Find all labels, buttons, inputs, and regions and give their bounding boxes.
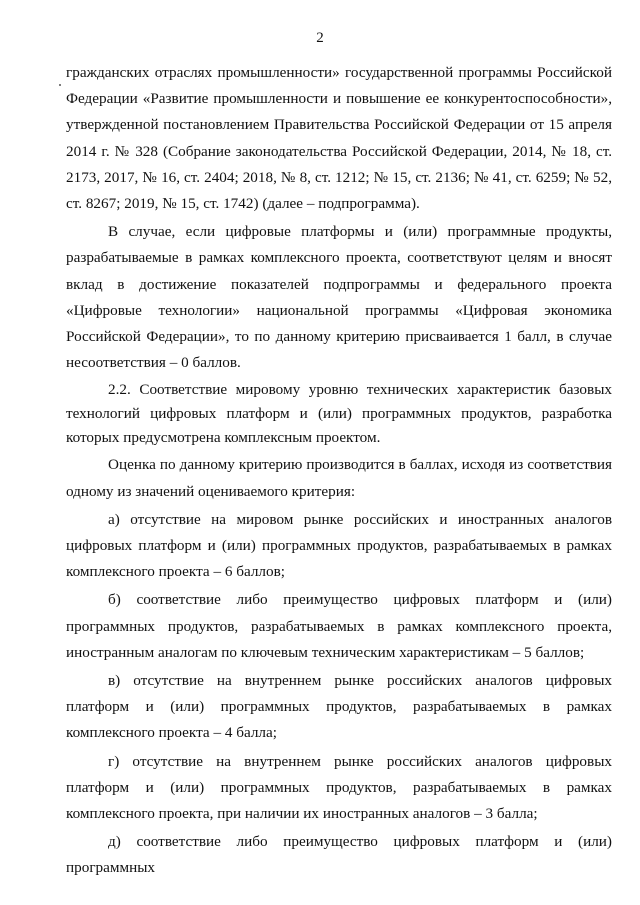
paragraph-criterion-compliance: В случае, если цифровые платформы и (или) программные продукты, разрабатываемые в рамках комплексного проекта, соответствуют целям и вносят вклад в достижение показателей подпрограммы и федерального проекта «Цифровые технологии» национальной программы «Цифровая экономика Российской Федерации», то по данному критерию присваивается 1 балл, в случае несоответствия – 0 баллов. <box>66 223 612 372</box>
document-body <box>66 60 612 882</box>
paragraph-continuation: гражданских отраслях промышленности» государственной программы Российской Федерации «Развитие промышленности и повышение ее конкурентоспособности», утвержденной постановлением Правительства Российской Федерации от 15 апреля 2014 г. № 328 (Собрание законодательства Российской Федерации, 2014, № 18, ст. 2173, 2017, № 16, ст. 2404; 2018, № 8, ст. 1212; № 15, ст. 2136; № 41, ст. 6259; № 52, ст. 8267; 2019, № 15, ст. 1742) (далее – подпрограмма). <box>66 64 612 213</box>
list-item-g: г) отсутствие на внутреннем рынке российских аналогов цифровых платформ и (или) программных продуктов, разрабатываемых в рамках комплексного проекта, при наличии их иностранных аналогов – 3 балла; <box>66 752 612 823</box>
paragraph-scoring-intro: Оценка по данному критерию производится в баллах, исходя из соответствия одному из значений оцениваемого критерия: <box>66 456 612 500</box>
list-item-a: а) отсутствие на мировом рынке российских и иностранных аналогов цифровых платформ и (или) программных продуктов, разрабатываемых в рамках комплексного проекта – 6 баллов; <box>66 510 612 581</box>
list-item-v: в) отсутствие на внутреннем рынке российских аналогов цифровых платформ и (или) программных продуктов, разрабатываемых в рамках комплексного проекта – 4 балла; <box>66 672 612 742</box>
page-number: 2 <box>316 30 324 46</box>
list-item-b: б) соответствие либо преимущество цифровых платформ и (или) программных продуктов, разрабатываемых в рамках комплексного проекта, иностранным аналогам по ключевым техническим характеристикам – 5 баллов; <box>66 591 612 661</box>
scan-speck <box>59 84 61 86</box>
list-item-d: д) соответствие либо преимущество цифровых платформ и (или) программных <box>66 833 612 877</box>
paragraph-section-2-2: 2.2. Соответствие мировому уровню технических характеристик базовых технологий цифровых платформ и (или) программных продуктов, разработка которых предусмотрена комплексным проектом. <box>66 381 612 447</box>
